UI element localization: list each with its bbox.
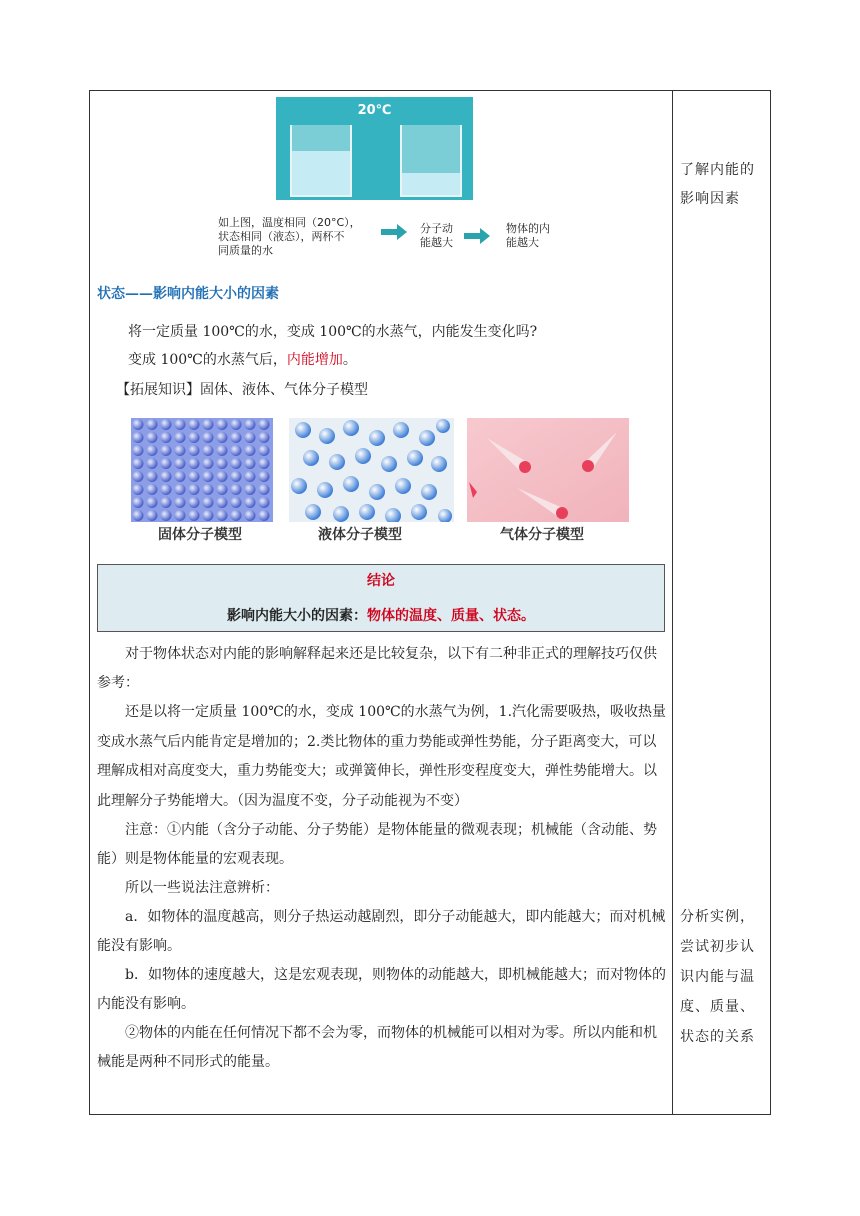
answer-suffix: 。: [342, 352, 357, 368]
water-right: [402, 173, 460, 195]
caption-line: 同质量的水: [218, 244, 273, 257]
step2-line: 分子动: [420, 222, 453, 235]
extend-line: 【拓展知识】固体、液体、气体分子模型: [116, 382, 368, 398]
step3-line: 能越大: [506, 236, 539, 249]
column-divider: [672, 90, 673, 1115]
step3-line: 物体的内: [506, 222, 550, 235]
step2-line: 能越大: [420, 236, 453, 249]
paragraph-6: b．如物体的速度越大，这是宏观表现，则物体的动能越大，即机械能越大；而对物体的内能没有影响。: [97, 967, 666, 1012]
solid-model-image: [131, 418, 273, 522]
side-note-2: 分析实例，尝试初步认识内能与温度、质量、状态的关系: [680, 909, 755, 1045]
answer-prefix: 变成 100℃的水蒸气后，: [128, 352, 287, 368]
gas-model-image: [467, 418, 629, 522]
paragraph-2: 还是以将一定质量 100℃的水，变成 100℃的水蒸气为例，1.汽化需要吸热，吸收热量变成水蒸气后内能肯定是增加的；2.类比物体的重力势能或弹性势能，分子距离变大，可以理解成相对高度变大，重力势能变大；或弹簧伸长，弹性形变程度变大，弹性势能增大。以此理解分子势能增大。（因为温度不变，分子动能视为不变）: [97, 704, 667, 809]
liquid-model-label: 液体分子模型: [318, 527, 402, 543]
caption-line: 如上图，温度相同（20°C），: [218, 216, 361, 229]
flow-step2: [420, 222, 453, 250]
paragraph-3: 注意：①内能（含分子动能、分子势能）是物体能量的微观表现；机械能（含动能、势能）则是物体能量的宏观表现。: [97, 822, 657, 867]
arrow-icon: [381, 224, 407, 240]
beaker-illustration: [276, 97, 473, 200]
paragraph-7: ②物体的内能在任何情况下都不会为零，而物体的机械能可以相对为零。所以内能和机械能是两种不同形式的能量。: [97, 1025, 657, 1070]
paragraph-1: 对于物体状态对内能的影响解释起来还是比较复杂，以下有二种非正式的理解技巧仅供参考：: [97, 646, 657, 691]
paragraph-4: 所以一些说法注意辨析：: [125, 880, 279, 896]
liquid-model-image: [289, 418, 454, 522]
paragraph-5: a．如物体的温度越高，则分子热运动越剧烈，即分子动能越大，即内能越大；而对机械能没有影响。: [97, 909, 666, 954]
caption-line: 状态相同（液态），两杯不: [218, 230, 345, 243]
beaker-right: [400, 125, 462, 197]
conclusion-title: 结论: [367, 573, 395, 589]
beaker-left: [290, 125, 352, 197]
temperature-label: 20℃: [357, 103, 392, 118]
flow-step3: [506, 222, 550, 250]
flow-caption: [218, 216, 361, 258]
answer-line: [128, 346, 357, 374]
conclusion-prefix: 影响内能大小的因素：: [227, 608, 367, 624]
conclusion-highlight: 物体的温度、质量、状态。: [367, 608, 535, 624]
solid-model-label: 固体分子模型: [158, 527, 242, 543]
section-heading: 状态——影响内能大小的因素: [97, 286, 279, 302]
answer-highlight: 内能增加: [286, 352, 343, 368]
side-note-1: 了解内能的影响因素: [680, 162, 755, 207]
conclusion-box: [97, 564, 665, 632]
gas-model-label: 气体分子模型: [500, 527, 584, 543]
water-left: [292, 151, 350, 195]
conclusion-line: [98, 605, 664, 627]
arrow-icon: [464, 228, 490, 244]
question-line: 将一定质量 100℃的水，变成 100℃的水蒸气，内能发生变化吗?: [128, 324, 538, 340]
